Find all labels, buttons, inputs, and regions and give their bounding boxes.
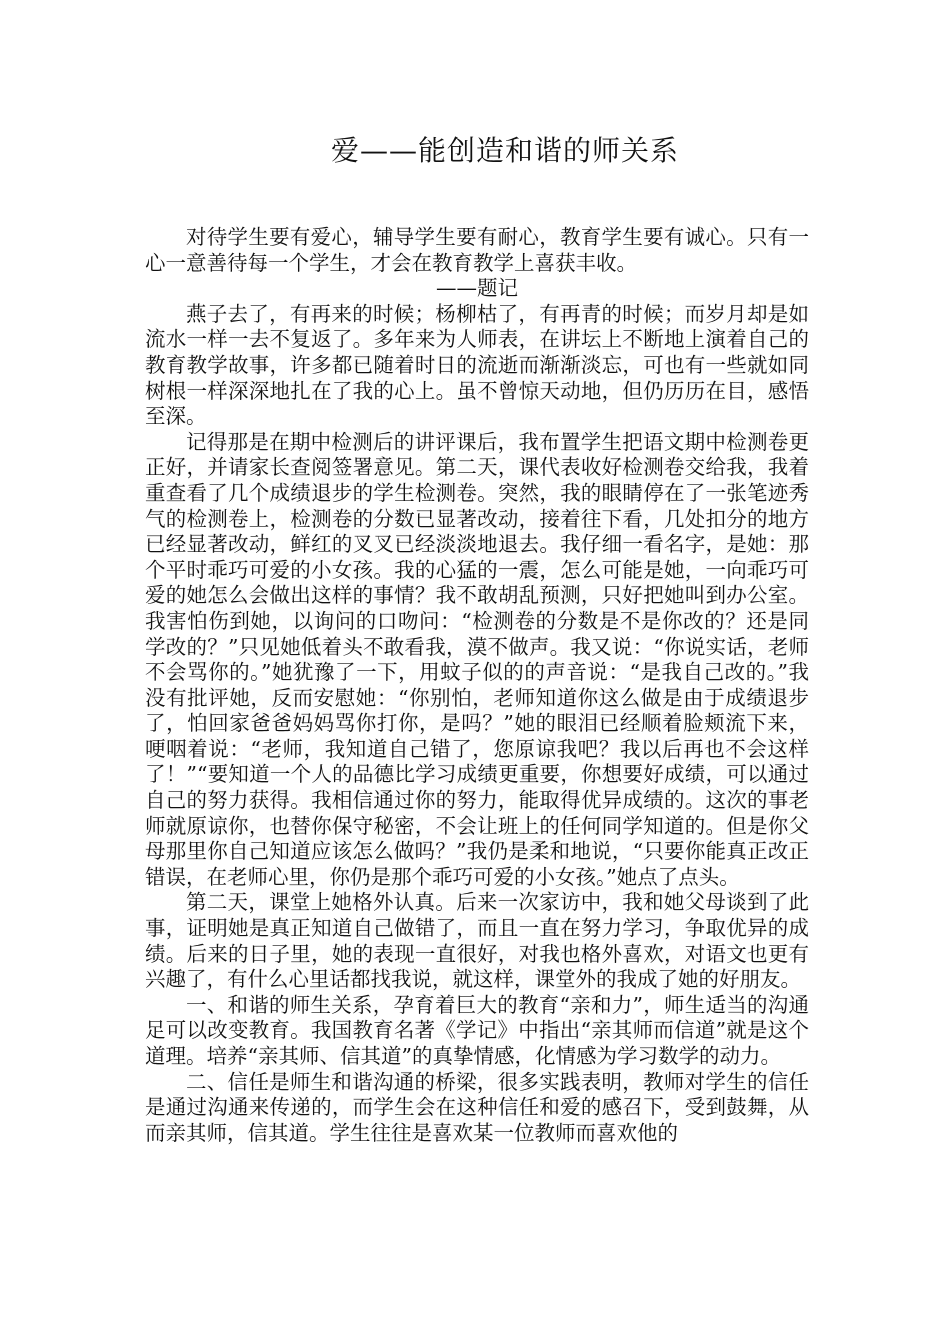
document-body — [145, 225, 809, 1146]
document-title: 爱——能创造和谐的师关系 — [330, 134, 679, 167]
paragraph: 燕子去了，有再来的时候；杨柳枯了，有再青的时候；而岁月却是如流水一样一去不复返了。多年来为人师表，在讲坛上不断地上演着自己的教育教学故事，许多都已随着时日的流逝而渐渐淡忘，可也有一些就如同树根一样深深地扎在了我的心上。虽不曾惊天动地，但仍历历在目，感悟至深。 — [145, 301, 809, 429]
paragraph: 二、信任是师生和谐沟通的桥梁，很多实践表明，教师对学生的信任是通过沟通来传递的，而学生会在这种信任和爱的感召下，受到鼓舞，从而亲其师，信其道。学生往往是喜欢某一位教师而喜欢他的 — [145, 1069, 809, 1145]
paragraph: 记得那是在期中检测后的讲评课后，我布置学生把语文期中检测卷更正好，并请家长查阅签署意见。第二天，课代表收好检测卷交给我，我着重查看了几个成绩退步的学生检测卷。突然，我的眼睛停在了一张笔迹秀气的检测卷上，检测卷的分数已显著改动，接着往下看，几处扣分的地方已经显著改动，鲜红的叉叉已经淡淡地退去。我仔细一看名字，是她：那个平时乖巧可爱的小女孩。我的心猛的一震，怎么可能是她，一向乖巧可爱的她怎么会做出这样的事情？我不敢胡乱预测，只好把她叫到办公室。我害怕伤到她，以询问的口吻问：“检测卷的分数是不是你改的？还是同学改的？”只见她低着头不敢看我，漠不做声。我又说：“你说实话，老师不会骂你的。”她犹豫了一下，用蚊子似的的声音说：“是我自己改的。”我没有批评她，反而安慰她：“你别怕，老师知道你这么做是由于成绩退步了，怕回家爸爸妈妈骂你打你，是吗？”她的眼泪已经顺着脸颊流下来，哽咽着说：“老师，我知道自己错了，您原谅我吧？我以后再也不会这样了！”“要知道一个人的品德比学习成绩更重要，你想要好成绩，可以通过自己的努力获得。我相信通过你的努力，能取得优异成绩的。这次的事老师就原谅你，也替你保守秘密，不会让班上的任何同学知道的。但是你父母那里你自己知道应该怎么做吗？”我仍是柔和地说，“只要你能真正改正错误，在老师心里，你仍是那个乖巧可爱的小女孩。”她点了点头。 — [145, 429, 809, 889]
epigraph-attribution: ——题记 — [436, 276, 518, 301]
paragraph: 一、和谐的师生关系，孕育着巨大的教育“亲和力”，师生适当的沟通足可以改变教育。我国教育名著《学记》中指出“亲其师而信道”就是这个道理。培养“亲其师、信其道”的真挚情感，化情感为学习数学的动力。 — [145, 992, 809, 1068]
epigraph: 对待学生要有爱心，辅导学生要有耐心，教育学生要有诚心。只有一心一意善待每一个学生，才会在教育教学上喜获丰收。 — [145, 225, 809, 275]
paragraph: 第二天，课堂上她格外认真。后来一次家访中，我和她父母谈到了此事，证明她是真正知道自己做错了，而且一直在努力学习，争取优异的成绩。后来的日子里，她的表现一直很好，对我也格外喜欢，对语文也更有兴趣了，有什么心里话都找我说，就这样，课堂外的我成了她的好朋友。 — [145, 890, 809, 992]
